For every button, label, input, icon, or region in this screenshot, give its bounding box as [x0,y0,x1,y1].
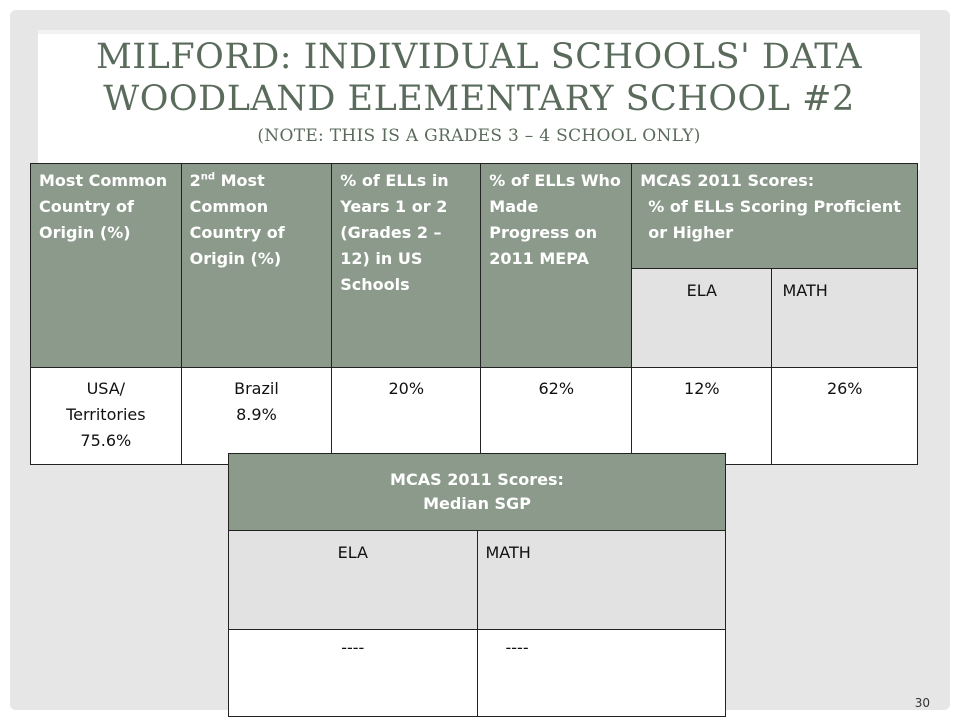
header-country-2 [181,164,332,368]
sgp-header-line-1: MCAS 2011 Scores: [390,470,564,489]
cell-country-1 [31,368,182,465]
header-mcas-proficient [632,164,918,269]
sgp-subheader-ela: ELA [229,531,478,630]
cell-ells-progress: 62% [481,368,632,465]
header-mcas-line-1: MCAS 2011 Scores: [640,171,815,190]
subheader-ela: ELA [632,269,772,368]
cell-country-1-line-1: USA/ [86,379,126,398]
header-country-2-sup: nd [200,171,216,183]
cell-math: 26% [772,368,918,465]
title-line-2: WOODLAND ELEMENTARY SCHOOL #2 [103,79,855,119]
header-ells-progress: % of ELLs Who Made Progress on 2011 MEPA [481,164,632,368]
sgp-header-line-2: Median SGP [423,494,531,513]
cell-country-2 [181,368,332,465]
header-mcas-line-2: % of ELLs Scoring Proficient or Higher [648,197,901,242]
cell-country-1-line-2: Territories [66,405,146,424]
header-ells-years: % of ELLs in Years 1 or 2 (Grades 2 – 12) in US Schools [332,164,481,368]
cell-ells-years: 20% [332,368,481,465]
cell-country-2-line-2: 8.9% [236,405,277,424]
header-country-1: Most Common Country of Origin (%) [31,164,182,368]
title-line-1: MILFORD: INDIVIDUAL SCHOOLS' DATA [95,37,863,77]
page-number: 30 [914,696,930,710]
header-country-2-pre: 2 [189,171,201,190]
sgp-cell-math: ---- [477,630,726,717]
cell-ela: 12% [632,368,772,465]
cell-country-2-line-1: Brazil [234,379,279,398]
sgp-header [229,454,726,531]
title-box [38,30,920,170]
title-note: (NOTE: THIS IS A GRADES 3 – 4 SCHOOL ONLY) [257,126,701,146]
header-country-2-post: Most Common Country of Origin (%) [189,171,285,268]
sgp-cell-ela: ---- [229,630,478,717]
median-sgp-table [228,453,726,717]
cell-country-1-line-3: 75.6% [80,431,132,450]
sgp-subheader-math: MATH [477,531,726,630]
subheader-math: MATH [772,269,918,368]
ell-data-table [30,163,918,465]
